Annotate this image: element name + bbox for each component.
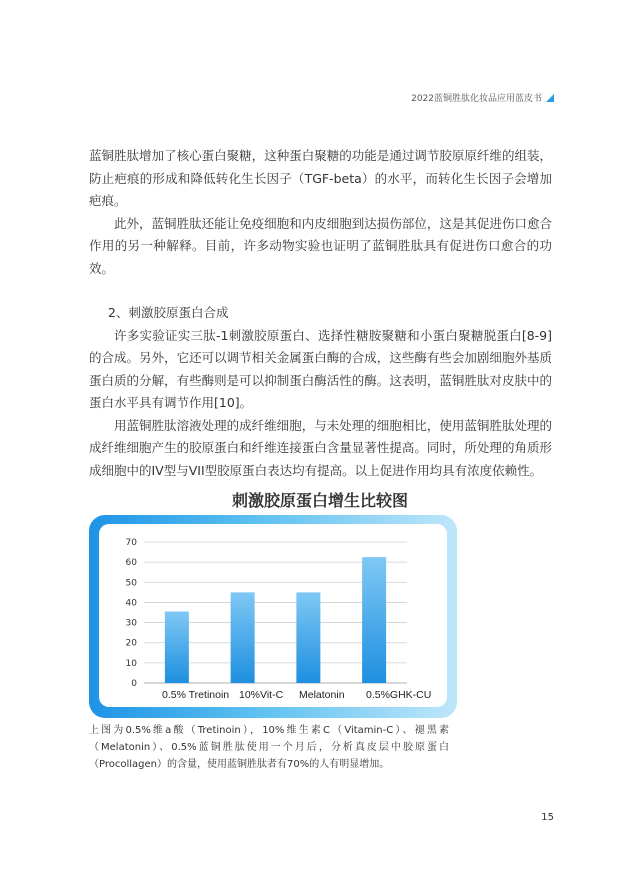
paragraph-2: 此外，蓝铜胜肽还能让免疫细胞和内皮细胞到达损伤部位，这是其促进伤口愈合作用的另一种解释。目前，许多动物实验也证明了蓝铜胜肽具有促进伤口愈合的功效。 bbox=[89, 215, 552, 276]
y-tick-label: 30 bbox=[125, 618, 137, 629]
y-tick-label: 60 bbox=[125, 558, 137, 569]
bar bbox=[231, 592, 255, 683]
y-tick-label: 10 bbox=[125, 658, 137, 669]
x-tick-label: Melatonin bbox=[299, 689, 345, 701]
bar bbox=[165, 611, 189, 683]
x-tick-label: 0.5%GHK-CU bbox=[366, 689, 432, 701]
figure-caption: 上图为0.5%维a酸（Tretinoin），10%维生素C（Vitamin-C）、褪黑素（Melatonin）、0.5%蓝铜胜肽使用一个月后，分析真皮层中胶原蛋白（Procollagen）的含量，使用蓝铜胜肽者有70%的人有明显增加。 bbox=[89, 725, 449, 770]
running-header bbox=[411, 91, 554, 104]
page-number: 15 bbox=[541, 812, 554, 823]
body-text bbox=[89, 145, 552, 482]
header-triangle-icon bbox=[546, 94, 554, 102]
chart-title: 刺激胶原蛋白增生比较图 bbox=[231, 491, 408, 510]
bar bbox=[296, 592, 320, 683]
y-tick-label: 50 bbox=[125, 578, 137, 589]
paragraph-3: 许多实验证实三肽-1刺激胶原蛋白、选择性糖胺聚糖和小蛋白聚糖脱蛋白[8-9]的合成。另外，它还可以调节相关金属蛋白酶的合成，这些酶有些会加剧细胞外基质蛋白质的分解，有些酶则是可以抑制蛋白酶活性的酶。这表明，蓝铜胜肽对皮肤中的蛋白水平具有调节作用[10]。 bbox=[89, 327, 552, 410]
section-heading: 2、刺激胶原蛋白合成 bbox=[108, 305, 229, 320]
y-tick-label: 40 bbox=[125, 598, 137, 609]
bar bbox=[362, 557, 386, 683]
paragraph-4: 用蓝铜胜肽溶液处理的成纤维细胞，与未处理的细胞相比，使用蓝铜胜肽处理的成纤维细胞产生的胶原蛋白和纤维连接蛋白含量显著性提高。同时，所处理的角质形成细胞中的IV型与VII型胶原蛋白表达均有提高。以上促进作用均具有浓度依赖性。 bbox=[89, 417, 552, 478]
paragraph-1: 蓝铜胜肽增加了核心蛋白聚糖，这种蛋白聚糖的功能是通过调节胶原原纤维的组装，防止疤痕的形成和降低转化生长因子（TGF-beta）的水平，而转化生长因子会增加疤痕。 bbox=[89, 148, 552, 208]
header-title: 2022蓝铜胜肽化妆品应用蓝皮书 bbox=[411, 94, 542, 104]
x-tick-label: 10%Vit-C bbox=[239, 689, 284, 701]
bar-chart bbox=[99, 524, 447, 707]
y-tick-label: 70 bbox=[125, 538, 137, 548]
y-tick-label: 20 bbox=[125, 638, 137, 649]
y-tick-label: 0 bbox=[131, 679, 137, 689]
x-tick-label: 0.5% Tretinoin bbox=[162, 689, 230, 701]
